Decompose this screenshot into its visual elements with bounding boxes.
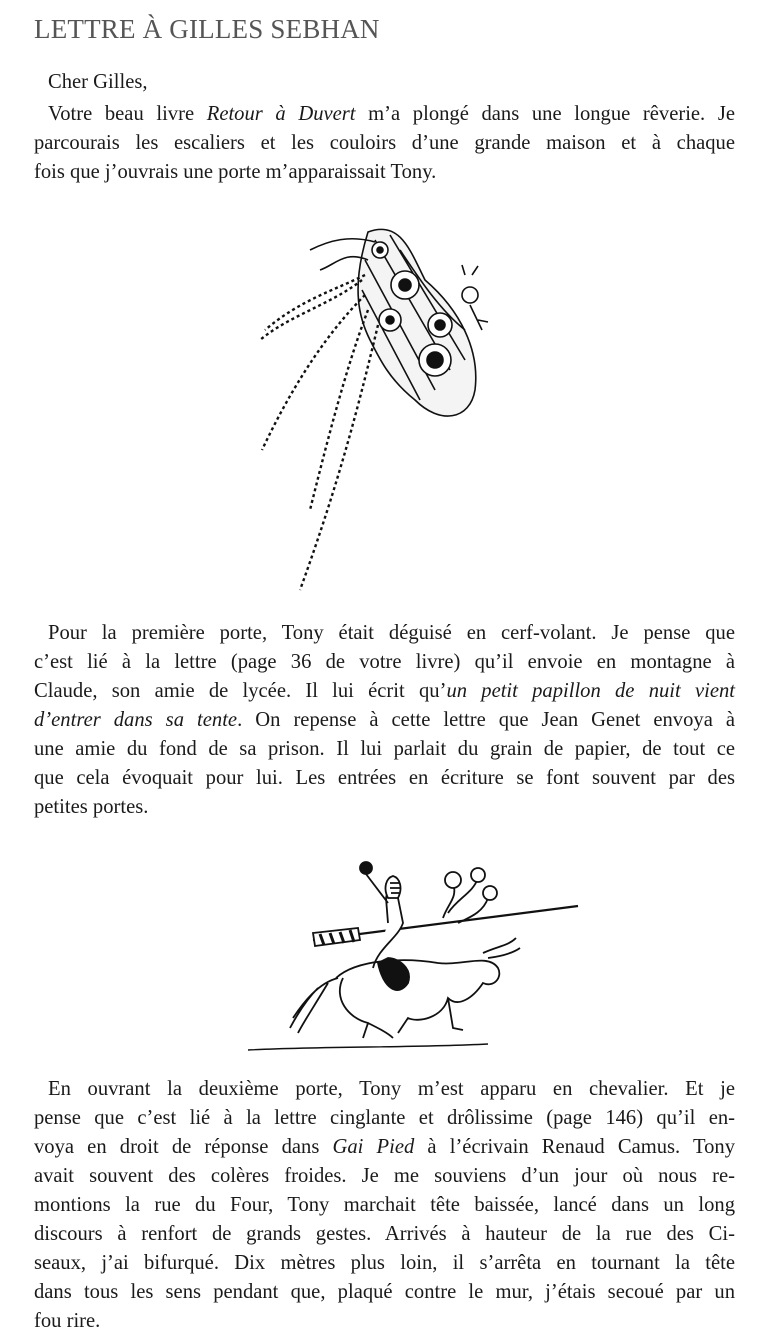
paragraph-3 <box>34 1075 735 1336</box>
paragraph-line: que cela évoquait pour lui. Les entrées en écriture se font souvent par des <box>34 767 735 789</box>
paragraph-line: Pour la première porte, Tony était déguisé en cerf-volant. Je pense que <box>48 622 735 644</box>
paragraph-line: dans tous les sens pendant que, plaqué contre le mur, j’étais secoué par un <box>34 1281 735 1303</box>
paragraph-line: une amie du fond de sa prison. Il lui parlait du grain de papier, de tout ce <box>34 738 735 760</box>
paragraph-line: avait souvent des colères froides. Je me souviens d’un jour où nous re- <box>34 1165 735 1187</box>
paragraph-line: c’est lié à la lettre (page 36 de votre livre) qu’il envoie en montagne à <box>34 651 735 673</box>
paragraph-line: Votre beau livre Retour à Duvert m’a plongé dans une longue rêverie. Je <box>48 103 735 125</box>
page-title: LETTRE À GILLES SEBHAN <box>34 14 380 44</box>
paragraph-line: d’entrer dans sa tente. On repense à cette lettre que Jean Genet envoya à <box>34 709 736 731</box>
paragraph-line: petites portes. <box>34 796 149 818</box>
greeting: Cher Gilles, <box>48 71 148 93</box>
paragraph-1 <box>34 100 735 187</box>
paragraph-line: discours à renfort de grands gestes. Arrivés à hauteur de la rue des Ci- <box>34 1223 735 1245</box>
paragraph-line: fou rire. <box>34 1310 101 1332</box>
paragraph-line: En ouvrant la deuxième porte, Tony m’est apparu en chevalier. Et je <box>48 1078 735 1100</box>
kite-drawing <box>250 220 500 600</box>
paragraph-line: parcourais les escaliers et les couloirs d’une grande maison et à chaque <box>34 132 735 154</box>
paragraph-2 <box>34 619 735 822</box>
knight-drawing <box>248 858 588 1058</box>
paragraph-line: Claude, son amie de lycée. Il lui écrit qu’un petit papillon de nuit vient <box>34 680 735 702</box>
paragraph-line: montions la rue du Four, Tony marchait tête baissée, lancé dans un long <box>34 1194 735 1216</box>
paragraph-line: seaux, j’ai bifurqué. Dix mètres plus loin, il s’arrêta en tournant la tête <box>34 1252 735 1274</box>
paragraph-line: fois que j’ouvrais une porte m’apparaissait Tony. <box>34 161 437 183</box>
paragraph-line: voya en droit de réponse dans Gai Pied à l’écrivain Renaud Camus. Tony <box>34 1136 735 1158</box>
paragraph-line: pense que c’est lié à la lettre cinglante et drôlissime (page 146) qu’il en- <box>34 1107 735 1129</box>
